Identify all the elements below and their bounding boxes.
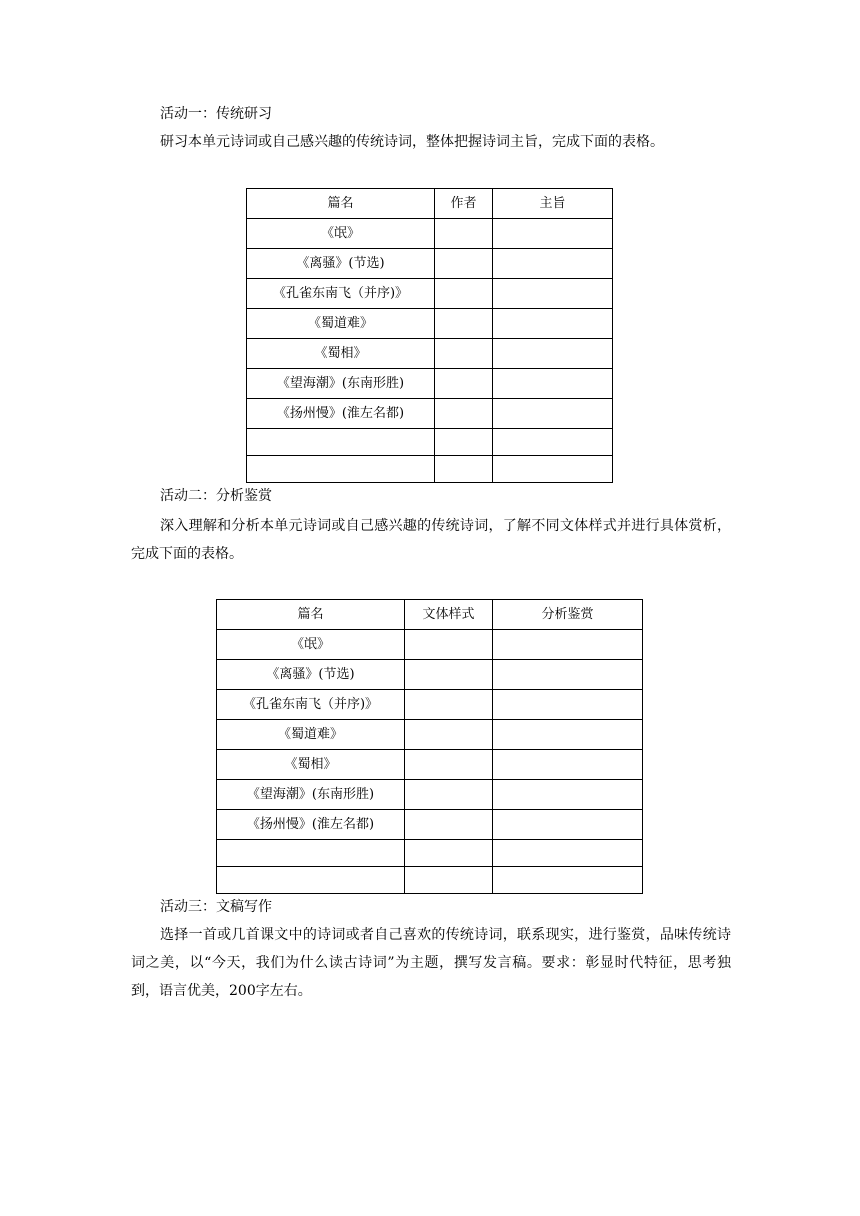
empty-cell — [435, 456, 493, 483]
table-header-row — [217, 600, 643, 630]
theme-cell — [493, 219, 613, 249]
empty-cell — [247, 456, 435, 483]
column-header: 主旨 — [493, 189, 613, 219]
poem-title-cell: 《蜀道难》 — [217, 720, 405, 750]
author-cell — [435, 219, 493, 249]
table-row — [247, 219, 613, 249]
empty-cell — [493, 867, 643, 894]
style-cell — [405, 750, 493, 780]
poem-title-cell: 《氓》 — [217, 630, 405, 660]
table-header-row — [247, 189, 613, 219]
table-row — [247, 249, 613, 279]
table-row-empty — [217, 840, 643, 867]
analysis-cell — [493, 660, 643, 690]
analysis-cell — [493, 690, 643, 720]
table-row — [217, 720, 643, 750]
analysis-cell — [493, 720, 643, 750]
table-row-empty — [217, 867, 643, 894]
column-header: 篇名 — [247, 189, 435, 219]
theme-cell — [493, 369, 613, 399]
style-cell — [405, 630, 493, 660]
theme-cell — [493, 309, 613, 339]
theme-cell — [493, 339, 613, 369]
activity2-title: 活动二：分析鉴赏 — [160, 488, 272, 504]
style-cell — [405, 660, 493, 690]
style-cell — [405, 780, 493, 810]
table-row — [217, 810, 643, 840]
empty-cell — [493, 840, 643, 867]
theme-cell — [493, 399, 613, 429]
poem-title-cell: 《氓》 — [247, 219, 435, 249]
empty-cell — [435, 429, 493, 456]
analysis-cell — [493, 750, 643, 780]
poem-title-cell: 《孔雀东南飞（并序)》 — [247, 279, 435, 309]
table-row — [217, 690, 643, 720]
empty-cell — [217, 867, 405, 894]
table-row-empty — [247, 429, 613, 456]
column-header: 分析鉴赏 — [493, 600, 643, 630]
table-row — [247, 339, 613, 369]
poem-title-cell: 《离骚》(节选) — [217, 660, 405, 690]
column-header: 文体样式 — [405, 600, 493, 630]
poem-title-cell: 《蜀相》 — [247, 339, 435, 369]
empty-cell — [493, 456, 613, 483]
author-cell — [435, 279, 493, 309]
author-cell — [435, 339, 493, 369]
poem-title-cell: 《扬州慢》(淮左名都) — [247, 399, 435, 429]
poem-title-cell: 《蜀道难》 — [247, 309, 435, 339]
table-row — [247, 399, 613, 429]
author-cell — [435, 369, 493, 399]
analysis-cell — [493, 780, 643, 810]
activity3-title: 活动三：文稿写作 — [160, 899, 272, 915]
style-cell — [405, 690, 493, 720]
poem-title-cell: 《望海潮》(东南形胜) — [247, 369, 435, 399]
analysis-table — [216, 599, 643, 894]
table-row-empty — [247, 456, 613, 483]
style-cell — [405, 810, 493, 840]
table-row — [247, 369, 613, 399]
activity2-text: 深入理解和分析本单元诗词或自己感兴趣的传统诗词，了解不同文体样式并进行具体赏析，完成下面的表格。 — [131, 518, 731, 562]
empty-cell — [247, 429, 435, 456]
author-cell — [435, 399, 493, 429]
table-row — [217, 660, 643, 690]
table-row — [217, 750, 643, 780]
column-header: 篇名 — [217, 600, 405, 630]
activity1-title: 活动一：传统研习 — [160, 106, 272, 122]
poem-title-cell: 《离骚》(节选) — [247, 249, 435, 279]
poem-title-cell: 《望海潮》(东南形胜) — [217, 780, 405, 810]
style-cell — [405, 720, 493, 750]
table-row — [217, 630, 643, 660]
empty-cell — [405, 840, 493, 867]
activity1-text: 研习本单元诗词或自己感兴趣的传统诗词，整体把握诗词主旨，完成下面的表格。 — [160, 134, 664, 150]
poem-title-cell: 《孔雀东南飞（并序)》 — [217, 690, 405, 720]
author-cell — [435, 309, 493, 339]
empty-cell — [493, 429, 613, 456]
poem-title-cell: 《蜀相》 — [217, 750, 405, 780]
poem-title-cell: 《扬州慢》(淮左名都) — [217, 810, 405, 840]
activity3-text: 选择一首或几首课文中的诗词或者自己喜欢的传统诗词，联系现实，进行鉴赏，品味传统诗词之美，以“今天，我们为什么读古诗词”为主题，撰写发言稿。要求：彰显时代特征，思考独到，语言优美，200字左右。 — [131, 927, 731, 999]
empty-cell — [405, 867, 493, 894]
analysis-cell — [493, 630, 643, 660]
theme-cell — [493, 279, 613, 309]
theme-cell — [493, 249, 613, 279]
column-header: 作者 — [435, 189, 493, 219]
empty-cell — [217, 840, 405, 867]
analysis-cell — [493, 810, 643, 840]
author-cell — [435, 249, 493, 279]
table-row — [217, 780, 643, 810]
table-row — [247, 309, 613, 339]
table-row — [247, 279, 613, 309]
theme-table — [246, 188, 613, 483]
